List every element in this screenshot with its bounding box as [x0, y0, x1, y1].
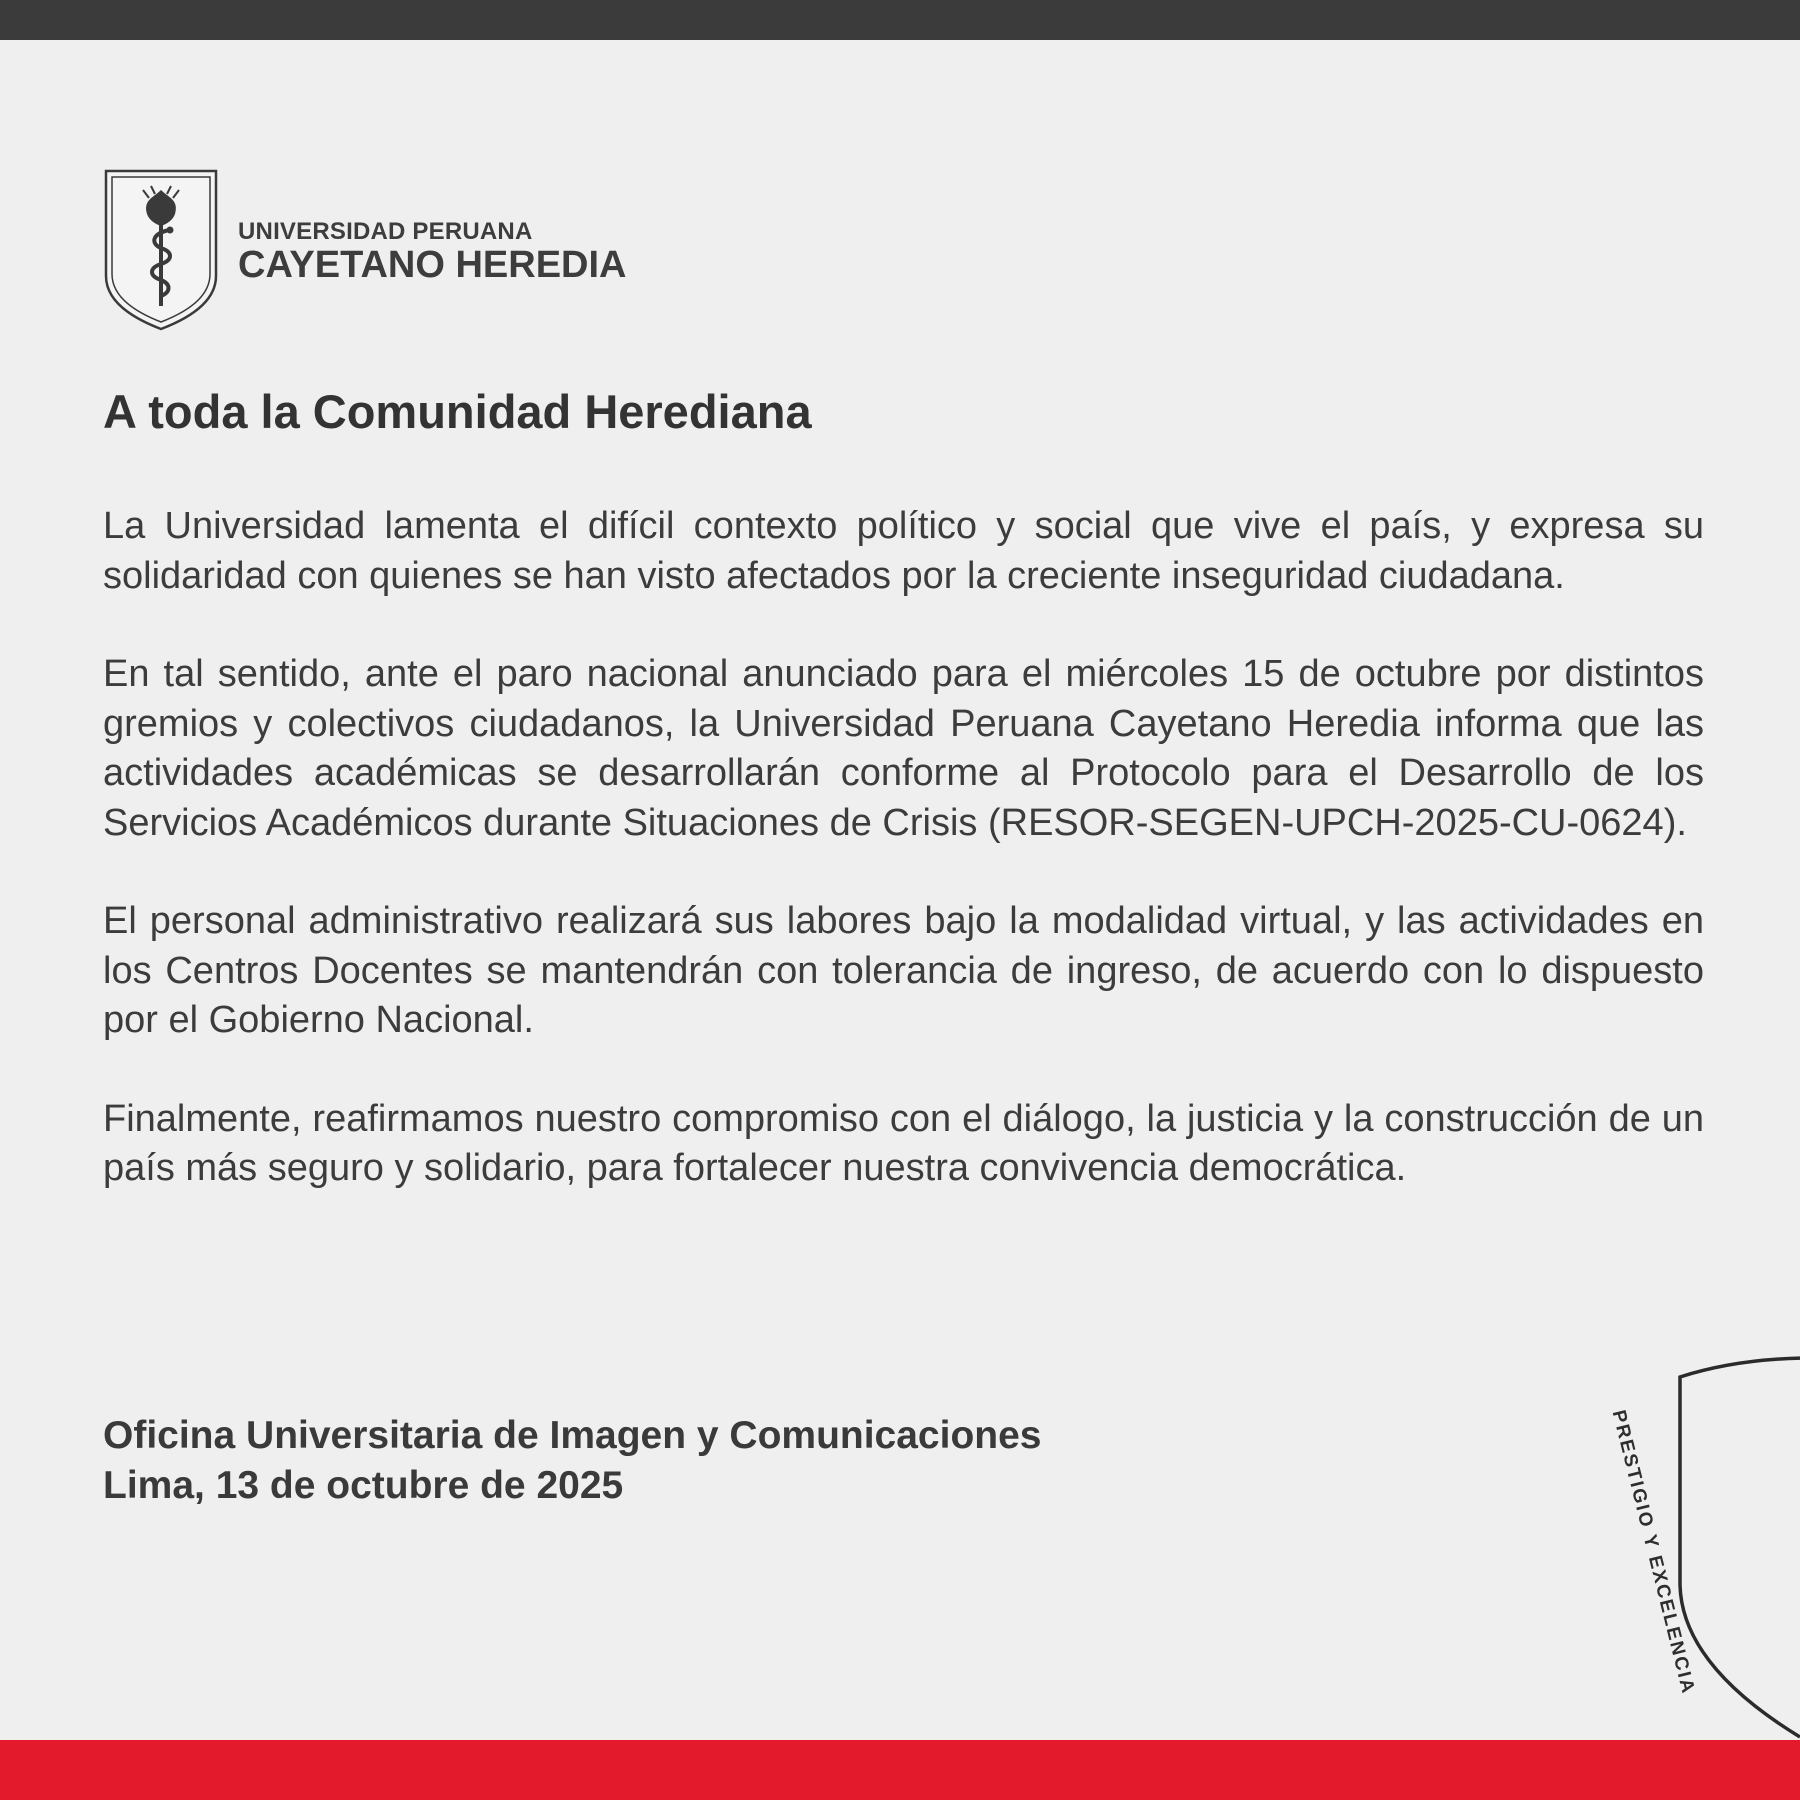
logo-line-cayetano-heredia: CAYETANO HEREDIA: [238, 244, 627, 286]
paragraph-4: Finalmente, reafirmamos nuestro compromiso con el diálogo, la justicia y la construcción de un país más seguro y solidario, para fortalecer nuestra convivencia democrática.: [103, 1097, 1704, 1189]
page-title: A toda la Comunidad Herediana: [103, 385, 812, 438]
paragraph-2: En tal sentido, ante el paro nacional anunciado para el miércoles 15 de octubre por distintos gremios y colectivos ciudadanos, la Universidad Peruana Cayetano Heredia informa que las actividades académicas se desarrollarán conforme al Protocolo para el Desarrollo de los Servicios Académicos durante Situaciones de Crisis (RESOR-SEGEN-UPCH-2025-CU-0624).: [103, 653, 1704, 844]
university-logo: [103, 168, 633, 332]
signature-office: Oficina Universitaria de Imagen y Comunicaciones: [103, 1414, 1042, 1457]
bottom-bar: [0, 1740, 1800, 1800]
paragraph-1: La Universidad lamenta el difícil contexto político y social que vive el país, y expresa su solidaridad con quienes se han visto afectados por la creciente inseguridad ciudadana.: [103, 505, 1704, 597]
logo-line-university-peruana: UNIVERSIDAD PERUANA: [238, 218, 533, 245]
caduceus-crest-icon: [103, 168, 219, 332]
paragraph-3: El personal administrativo realizará sus labores bajo la modalidad virtual, y las actividades en los Centros Docentes se mantendrán con tolerancia de ingreso, de acuerdo con lo dispuesto por el Gobierno Nacional.: [103, 900, 1704, 1041]
top-bar: [0, 0, 1800, 40]
motto-text: PRESTIGIO Y EXCELENCIA: [1607, 1408, 1699, 1697]
signature-place-date: Lima, 13 de octubre de 2025: [103, 1464, 624, 1507]
statement-body: [103, 502, 1704, 1243]
signature-block: [103, 1411, 1041, 1511]
